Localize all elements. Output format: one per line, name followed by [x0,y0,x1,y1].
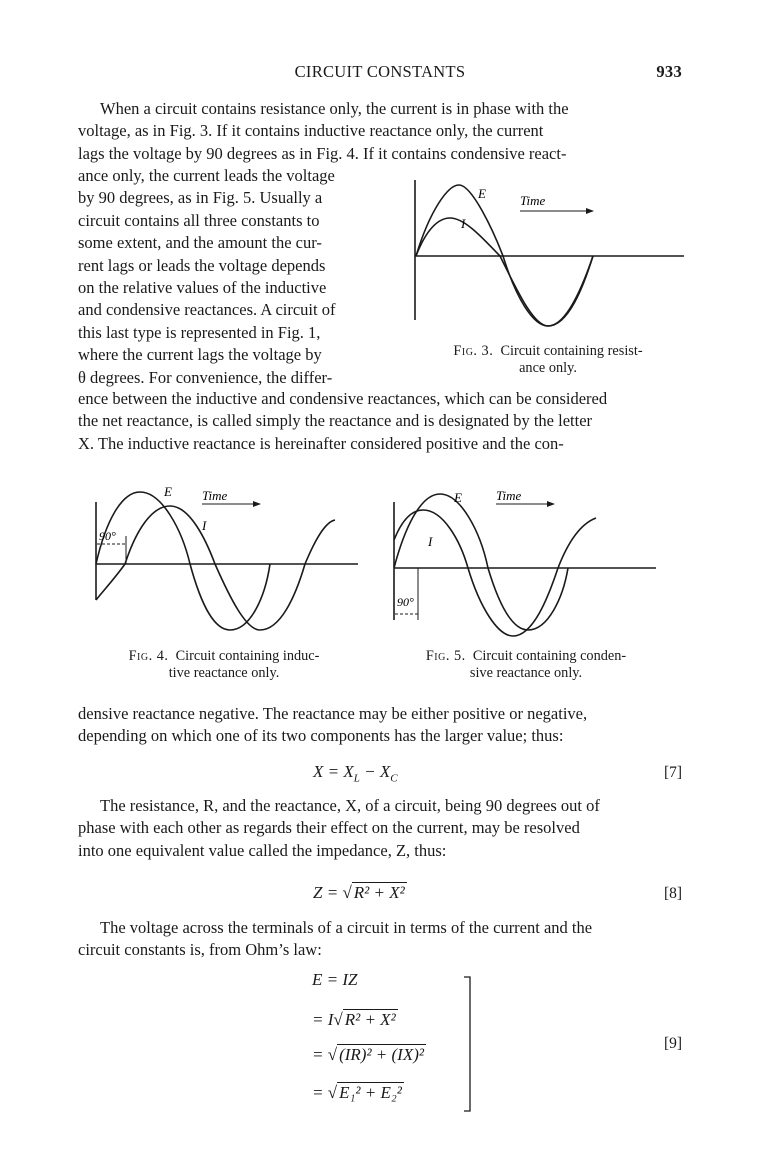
eq7-sub-l: L [353,772,360,785]
paragraph-1-wrap [78,165,392,389]
fig5-caption-line2: sive reactance only. [469,665,583,681]
eq7-mid: − X [359,762,391,781]
para-line: depending on which one of its two components has the larger value; thus: [78,726,564,746]
eq9-line2-radicand: R² + X² [344,1010,396,1029]
fig3-label-time: Time [520,193,546,208]
fig3-label-e: E [478,186,486,201]
para-line: θ degrees. For convenience, the differ- [78,367,333,387]
paragraph-3 [78,795,682,862]
para-line: rent lags or leads the voltage depends [78,255,326,275]
fig3-caption-line2: ance only. [519,360,577,376]
equation-9-brace [460,975,480,1115]
para-line: where the current lags the voltage by [78,345,322,365]
equation-9-line-2 [312,1010,398,1030]
fig4-caption-line2: tive reactance only. [168,665,280,681]
fig5-caption-line1: Circuit containing conden- [472,648,627,664]
eq7-lhs: X = X [313,762,354,781]
figure-3-caption [412,343,684,377]
fig3-caption-label: Fig. 3. [453,343,494,359]
para-line: lags the voltage by 90 degrees as in Fig. 4. If it contains condensive react- [78,143,567,163]
fig4-caption-label: Fig. 4. [128,648,169,664]
sqrt-sign: √ [342,883,352,902]
para-line: by 90 degrees, as in Fig. 5. Usually a [78,188,323,208]
fig3-voltage-wave-lower [503,256,593,326]
paragraph-1-top [78,98,682,165]
eq9-line3-radicand: (IR)² + (IX)² [339,1045,424,1064]
para-line: When a circuit contains resistance only, the current is in phase with the [100,99,569,118]
para-line: X. The inductive reactance is hereinafter considered positive and the con- [78,433,564,453]
para-line: some extent, and the amount the cur- [78,233,322,253]
para-line: the net reactance, is called simply the reactance and is designated by the letter [78,411,593,431]
para-line: into one equivalent value called the impedance, Z, thus: [78,840,447,860]
para-line: ance only, the current leads the voltage [78,166,335,185]
para-line: ence between the inductive and condensive reactances, which can be considered [78,389,608,408]
para-line: circuit contains all three constants to [78,210,320,230]
sqrt-sign: √ [333,1010,343,1029]
fig3-time-arrowhead [586,208,594,214]
eq8-radicand: R² + X² [353,883,405,902]
page-number: 933 [656,62,682,81]
fig3-label-i: I [461,216,466,231]
fig4-current-wave [96,506,335,630]
fig4-label-angle: 90° [99,529,116,543]
paragraph-4 [78,917,682,962]
equation-7 [313,762,398,784]
fig4-caption-line1: Circuit containing induc- [175,648,320,664]
sqrt-sign: √ [327,1083,338,1102]
eq9-line4-pre: = [312,1083,328,1102]
figure-5-caption [380,648,672,682]
equation-9-line-1: E = IZ [312,970,358,989]
paragraph-2 [78,703,682,748]
sqrt-sign: √ [327,1045,338,1064]
fig4-label-time: Time [202,488,228,503]
para-line: on the relative values of the inductive [78,278,327,298]
para-line: phase with each other as regards their effect on the current, may be resolved [78,818,580,838]
fig5-label-time: Time [496,488,522,503]
fig4-voltage-wave [96,492,270,630]
equation-8 [313,883,407,903]
fig5-time-arrowhead [547,501,555,507]
fig3-current-wave [416,218,593,326]
para-line: densive reactance negative. The reactance may be either positive or negative, [78,704,588,723]
figure-3-diagram [408,180,688,340]
figure-4-caption [78,648,370,682]
paragraph-1-bottom [78,388,682,455]
fig4-time-arrowhead [253,501,261,507]
fig5-caption-label: Fig. 5. [425,648,466,664]
para-line: The resistance, R, and the reactance, X, of a circuit, being 90 degrees out of [100,796,600,815]
equation-9-line-4 [312,1083,404,1103]
para-line: this last type is represented in Fig. 1, [78,322,321,342]
equation-8-number: [8] [664,885,683,902]
para-line: The voltage across the terminals of a circuit in terms of the current and the [100,918,593,937]
fig3-caption-line1: Circuit containing resist- [500,343,643,359]
para-line: circuit constants is, from Ohm’s law: [78,940,322,960]
fig5-label-e: E [454,490,462,505]
para-line: and condensive reactances. A circuit of [78,300,336,320]
fig5-label-angle: 90° [397,595,414,609]
fig4-label-e: E [164,484,172,499]
equation-7-number: [7] [664,764,683,781]
figure-4-diagram [90,480,365,642]
eq9-line4-radicand: E₁² + E₂² [339,1083,402,1102]
running-header [78,62,682,86]
eq9-line2-pre: = I [312,1010,334,1029]
eq8-lhs: Z = [313,883,343,902]
equation-9-number: [9] [664,1035,683,1052]
eq9-line3-pre: = [312,1045,328,1064]
eq7-sub-c: C [390,772,398,785]
fig4-label-i: I [202,518,207,533]
figure-5-diagram [388,480,663,642]
fig5-current-wave [394,510,596,636]
equation-9-line-3 [312,1045,426,1065]
fig5-label-i: I [428,534,433,549]
para-line: voltage, as in Fig. 3. If it contains inductive reactance only, the current [78,121,544,141]
running-title: CIRCUIT CONSTANTS [294,62,466,81]
